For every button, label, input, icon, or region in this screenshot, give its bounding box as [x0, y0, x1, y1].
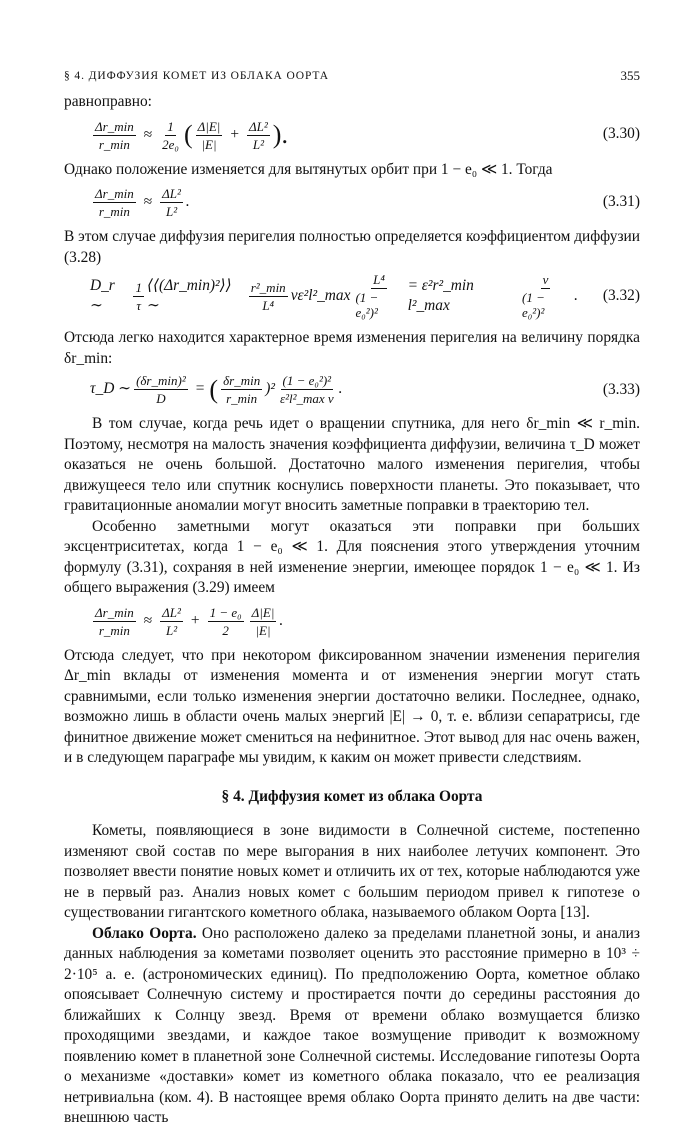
- paragraph: В том случае, когда речь идет о вращении спутника, для него δr_min ≪ r_min. Поэтому, несмотря на малость значения коэффициента диффузии, величина τ_D может оказаться не очень большой. Достаточно малого изменения перигелия, чтобы движущееся тело или спутник коснулись поверхности планеты. Это показывает, что гравитационные аномалии могут вносить заметные поправки в траекторию тел.: [64, 415, 640, 514]
- fraction: $\frac{\text{ΔL²}}{\text{L²}}$: [249, 118, 268, 152]
- equation-3-31: $\frac{\Delta r\_\min}{r\_\min}$ ≈ $\frac{\text{ΔL²}}{\text{L²}}$ . (3.31): [95, 186, 640, 219]
- equation-number: (3.32): [602, 286, 640, 304]
- paragraph: В этом случае диффузия перигелия полностью определяется коэффициентом диффузии (3.28): [64, 228, 640, 266]
- paragraph: Однако положение изменяется для вытянутых орбит при 1 − e₀ ≪ 1. Тогда: [64, 160, 553, 178]
- paragraph: Особенно заметными могут оказаться эти поправки при больших эксцентриситетах, когда 1 − e₀ ≪ 1. Для пояснения этого утверждения уточним формулу (3.31), сохраняя в ней изменение энергии, имеющее порядок 1 − e₀ ≪ 1. Из общего выражения (3.29) имеем: [64, 517, 640, 596]
- page: [64, 58, 640, 1129]
- equation-3-33: τ_D ∼ $\frac{\text{(δr\_min)²}}{D}$ = ( $\frac{\delta r\_\min}{r\_\min}$ )² $\frac{\text{(1 − e₀²)²}}{\text{ε²l²\_max ν}}$ . (3.33): [90, 373, 640, 406]
- paragraph: Отсюда следует, что при некотором фиксированном значении изменения перигелия Δr_min вклады от изменения момента и от изменения энергии могут стать сравнимыми, если только изменения энергии достаточно велики. Последнее, однако, возможно лишь в области очень малых энергий |E| → 0, т. е. вблизи сепаратрисы, где финитное движение может смениться на нефинитное. Этот вывод для нас очень важен, и в следующем параграфе мы увидим, к каким он может привести следствиям.: [64, 646, 640, 766]
- section-title: § 4. Диффузия комет из облака Оорта: [221, 787, 483, 805]
- paragraph: Отсюда легко находится характерное время изменения перигелия на величину порядка δr_min:: [64, 329, 640, 367]
- paragraph: Кометы, появляющиеся в зоне видимости в Солнечной системе, постепенно изменяют свой состав по мере выгорания в них наиболее летучих компонент. Это позволяет ввести понятие новых комет и отличить их от тех, которые наблюдаются уже не в первый раз. Анализ новых комет с большим периодом привел к гипотезе о существовании гигантского кометного облака, называемого облаком Оорта [13].: [64, 822, 640, 921]
- fraction: $\frac{\Delta|E|}{|E|}$: [251, 604, 275, 638]
- equation-number: (3.30): [602, 124, 640, 142]
- paragraph: [64, 924, 640, 1129]
- fraction: $\frac{\text{ΔL²}}{\text{L²}}$: [162, 604, 181, 638]
- fraction: $\frac{\text{(1 − e₀²)²}}{\text{ε²l²\_max ν}}$: [279, 373, 334, 406]
- fraction: $\frac{\text{L⁴}}{\text{(1 − e₀²)²}}$: [355, 272, 385, 320]
- equation-number: (3.31): [602, 192, 640, 210]
- running-title: § 4. ДИФФУЗИЯ КОМЕТ ИЗ ОБЛАКА ООРТА: [64, 70, 329, 82]
- fraction: $\frac{\Delta r\_\min}{r\_\min}$: [95, 604, 134, 638]
- fraction: $\frac{\text{r²\_min}}{\text{L⁴}}$: [250, 279, 286, 313]
- running-header: [64, 58, 640, 92]
- equation-unnumbered: $\frac{\Delta r\_\min}{r\_\min}$ ≈ $\frac{\text{ΔL²}}{\text{L²}}$ + $\frac{\text{1 − e₀}}{2}$ $\frac{\Delta|E|}{|E|}$ .: [95, 604, 284, 638]
- fraction: $\frac{\nu}{\text{(1 − e₀²)²}}$: [522, 272, 549, 320]
- paragraph: равноправно:: [64, 93, 152, 110]
- fraction: $\frac{\Delta|E|}{|E|}$: [197, 118, 221, 152]
- fraction: $\frac{1}{\tau}$: [135, 279, 142, 313]
- equation-number: (3.33): [602, 380, 640, 398]
- fraction: $\frac{\Delta r\_\min}{r\_\min}$: [95, 118, 134, 152]
- fraction: $\frac{\text{(δr\_min)²}}{D}$: [136, 373, 186, 406]
- equation-3-30: $\frac{\Delta r\_\min}{r\_\min}$ ≈ $\frac{1}{\text{2e₀}}$ ( $\frac{\Delta|E|}{|E|}$ + $\frac{\text{ΔL²}}{\text{L²}}$ ). (3.30): [95, 118, 640, 152]
- equation-3-32: D_r ∼ $\frac{1}{\tau}$ ⟨⟨(Δr_min)²⟩⟩ ∼ $\frac{\text{r²\_min}}{\text{L⁴}}$ νε²l²_max $\frac{\text{L⁴}}{\text{(1 − e₀²)²}}$ = ε²r²_min l²_max $\frac{\nu}{\text{(1 − e₀²)²}}$ . (3.32): [90, 272, 640, 320]
- fraction: $\frac{\text{1 − e₀}}{2}$: [209, 604, 242, 638]
- fraction: $\frac{\Delta r\_\min}{r\_\min}$: [95, 186, 134, 219]
- paragraph-lead: Облако Оорта.: [92, 924, 197, 942]
- page-number: 355: [620, 68, 640, 83]
- fraction: $\frac{\text{ΔL²}}{\text{L²}}$: [162, 186, 181, 219]
- fraction: $\frac{1}{\text{2e₀}}$: [162, 118, 179, 152]
- paragraph-text: Оно расположено далеко за пределами планетной зоны, и анализ данных наблюдения за кометами позволяет оценить это расстояние примерно в 10³ ÷ 2·10⁵ а. е. (астрономических единиц). По предположению Оорта, кометное облако опоясывает Солнечную систему и простирается почти до середины расстояния до ближайших к Солнцу звезд. Время от времени облако возмущается близко проходящими звездами, и каждое такое возмущение приводит к возможному появлению комет в планетной зоне Солнечной системы. Исследование гипотезы Оорта о механизме «доставки» комет из кометного облака показало, что ее реализация нетривиальна (ком. 4). В настоящее время облако Оорта принято делить на две части: внешнюю часть: [64, 924, 640, 1126]
- fraction: $\frac{\delta r\_\min}{r\_\min}$: [223, 373, 261, 406]
